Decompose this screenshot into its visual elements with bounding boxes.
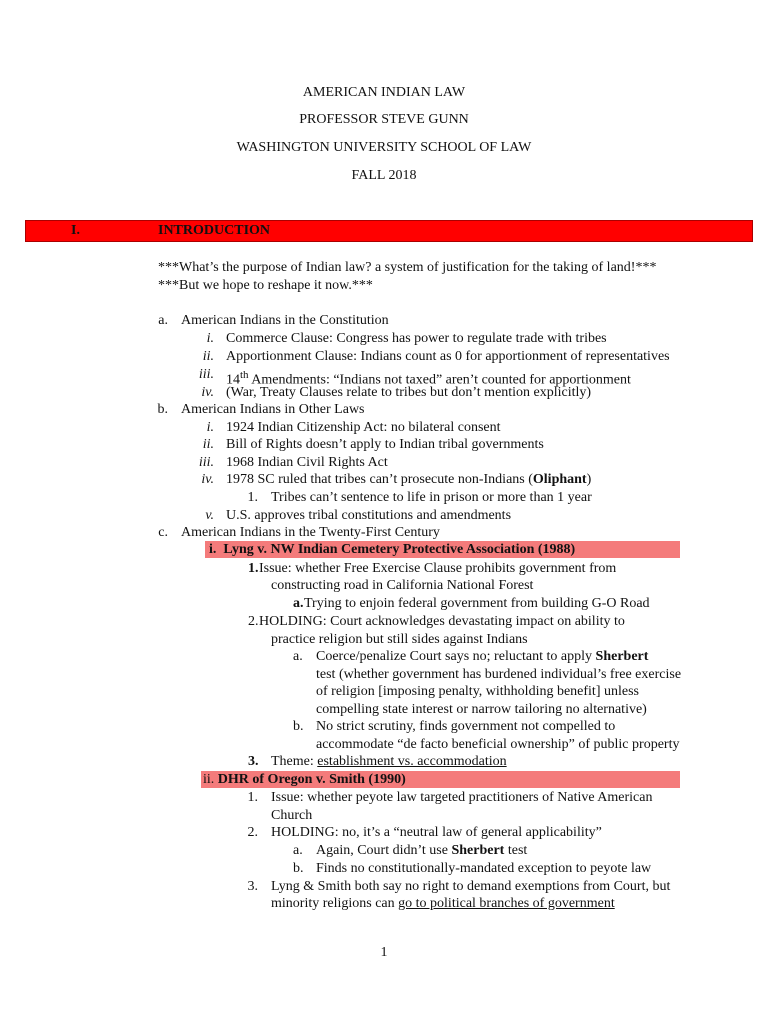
school-name: WASHINGTON UNIVERSITY SCHOOL OF LAW: [236, 140, 532, 155]
list-item: (War, Treaty Clauses relate to tribes but don’t mention explicitly): [226, 385, 592, 400]
outline-marker: iii.: [198, 455, 214, 470]
list-item: Apportionment Clause: Indians count as 0 for apportionment of representatives: [226, 349, 670, 364]
list-item: 1978 SC ruled that tribes can’t prosecute non-Indians (Oliphant): [226, 472, 592, 487]
list-item: Theme: establishment vs. accommodation: [271, 754, 507, 769]
outline-marker: a.: [293, 649, 303, 664]
outline-marker: ii.: [202, 437, 214, 452]
intro-line-1: ***What’s the purpose of Indian law? a system of justification for the taking of land!***: [158, 260, 657, 275]
outline-marker: a.: [293, 596, 304, 611]
outline-marker: 3.: [248, 754, 259, 769]
list-item: constructing road in California National Forest: [271, 578, 534, 593]
list-item: Again, Court didn’t use Sherbert test: [316, 843, 528, 858]
outline-heading-a: American Indians in the Constitution: [181, 313, 389, 328]
list-item: minority religions can go to political branches of government: [271, 896, 615, 911]
list-item: compelling state interest or narrow tailoring no alternative): [316, 702, 647, 717]
list-item: 1924 Indian Citizenship Act: no bilateral consent: [226, 420, 501, 435]
list-item: Tribes can’t sentence to life in prison or more than 1 year: [271, 490, 592, 505]
outline-marker: 1.: [247, 790, 258, 805]
list-item: of religion [imposing penalty, withholding benefit] unless: [316, 684, 639, 699]
outline-marker: 2.: [248, 614, 259, 629]
outline-marker: v.: [205, 508, 214, 523]
section-heading-bar: [25, 220, 753, 242]
outline-marker: 1.: [247, 490, 258, 505]
list-item: Lyng & Smith both say no right to demand exemptions from Court, but: [271, 879, 671, 894]
list-item: Church: [271, 808, 313, 823]
list-item: Trying to enjoin federal government from building G-O Road: [304, 596, 650, 611]
outline-heading-c: American Indians in the Twenty-First Century: [181, 525, 440, 540]
case-title-smith: ii. DHR of Oregon v. Smith (1990): [203, 772, 406, 787]
section-title: INTRODUCTION: [158, 223, 271, 238]
list-item: U.S. approves tribal constitutions and amendments: [226, 508, 512, 523]
list-item: HOLDING: Court acknowledges devastating impact on ability to: [259, 614, 625, 629]
list-item: No strict scrutiny, finds government not compelled to: [316, 719, 616, 734]
list-item: practice religion but still sides against Indians: [271, 632, 528, 647]
outline-marker: i.: [206, 420, 214, 435]
intro-line-2: ***But we hope to reshape it now.***: [158, 278, 373, 293]
list-item: 1968 Indian Civil Rights Act: [226, 455, 388, 470]
outline-marker: b.: [157, 402, 168, 417]
outline-marker: 3.: [247, 879, 258, 894]
list-item: Bill of Rights doesn’t apply to Indian tribal governments: [226, 437, 544, 452]
list-item: accommodate “de facto beneficial ownership” of public property: [316, 737, 680, 752]
outline-marker: iv.: [201, 472, 214, 487]
outline-marker: a.: [158, 313, 168, 328]
outline-marker: ii.: [202, 349, 214, 364]
outline-marker: iii.: [198, 367, 214, 382]
list-item: HOLDING: no, it’s a “neutral law of general applicability”: [271, 825, 602, 840]
professor-name: PROFESSOR STEVE GUNN: [299, 112, 469, 127]
term: FALL 2018: [351, 168, 417, 183]
outline-marker: c.: [158, 525, 168, 540]
section-numeral: I.: [71, 223, 80, 238]
list-item: Issue: whether peyote law targeted practitioners of Native American: [271, 790, 653, 805]
page-number: 1: [380, 945, 388, 960]
list-item: Coerce/penalize Court says no; reluctant to apply Sherbert: [316, 649, 649, 664]
list-item: Finds no constitutionally-mandated exception to peyote law: [316, 861, 652, 876]
outline-marker: a.: [293, 843, 303, 858]
outline-heading-b: American Indians in Other Laws: [181, 402, 365, 417]
list-item: 14th Amendments: “Indians not taxed” aren’t counted for apportionment: [226, 369, 631, 388]
outline-marker: iv.: [201, 385, 214, 400]
outline-marker: b.: [293, 719, 304, 734]
list-item: test (whether government has burdened individual’s free exercise: [316, 667, 682, 682]
outline-marker: 1.: [248, 561, 259, 576]
outline-marker: 2.: [247, 825, 258, 840]
list-item: Issue: whether Free Exercise Clause prohibits government from: [259, 561, 617, 576]
case-title-lyng: i. Lyng v. NW Indian Cemetery Protective Association (1988): [209, 542, 576, 557]
outline-marker: b.: [293, 861, 304, 876]
list-item: Commerce Clause: Congress has power to regulate trade with tribes: [226, 331, 607, 346]
course-title: AMERICAN INDIAN LAW: [302, 85, 466, 100]
outline-marker: i.: [206, 331, 214, 346]
